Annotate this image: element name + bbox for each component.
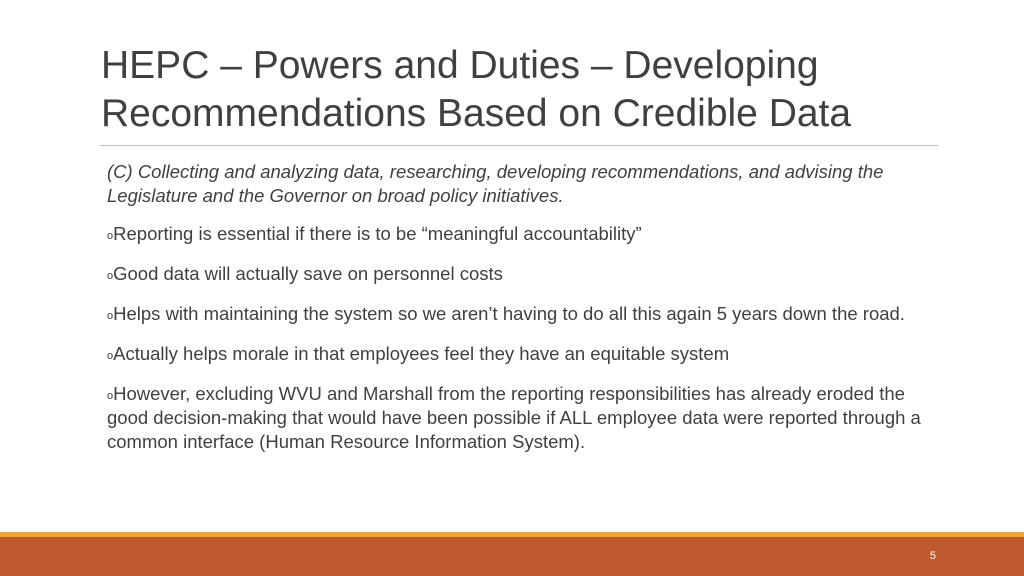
bullet-marker-icon: o bbox=[107, 270, 114, 282]
bullet-text: Reporting is essential if there is to be “meaningful accountability” bbox=[113, 223, 642, 244]
bullet-item bbox=[107, 302, 937, 326]
bullet-marker-icon: o bbox=[107, 310, 114, 322]
bullet-text: Good data will actually save on personnel costs bbox=[113, 263, 503, 284]
slide-body bbox=[107, 160, 937, 470]
bullet-item bbox=[107, 222, 937, 246]
bullet-marker-icon: o bbox=[107, 350, 114, 362]
slide-title bbox=[101, 42, 961, 138]
bullet-marker-icon: o bbox=[107, 230, 114, 242]
page-number: 5 bbox=[929, 550, 936, 562]
bullet-item bbox=[107, 342, 937, 366]
title-line-2: Recommendations Based on Credible Data bbox=[101, 92, 852, 135]
intro-paragraph: (C) Collecting and analyzing data, researching, developing recommendations, and advising the Legislature and the Governor on broad policy initiatives. bbox=[107, 161, 884, 206]
bullet-text: Actually helps morale in that employees feel they have an equitable system bbox=[113, 343, 730, 364]
bullet-item bbox=[107, 262, 937, 286]
bullet-text: Helps with maintaining the system so we aren’t having to do all this again 5 years down the road. bbox=[113, 303, 905, 324]
title-line-1: HEPC – Powers and Duties – Developing bbox=[101, 44, 819, 87]
bullet-marker-icon: o bbox=[107, 390, 114, 402]
bullet-item bbox=[107, 382, 937, 454]
footer-bar bbox=[0, 537, 1024, 576]
title-divider bbox=[100, 145, 938, 146]
bullet-text: However, excluding WVU and Marshall from the reporting responsibilities has already eroded the good decision-making that would have been possible if ALL employee data were reported through a common interface (Human Resource Information System). bbox=[107, 383, 921, 452]
